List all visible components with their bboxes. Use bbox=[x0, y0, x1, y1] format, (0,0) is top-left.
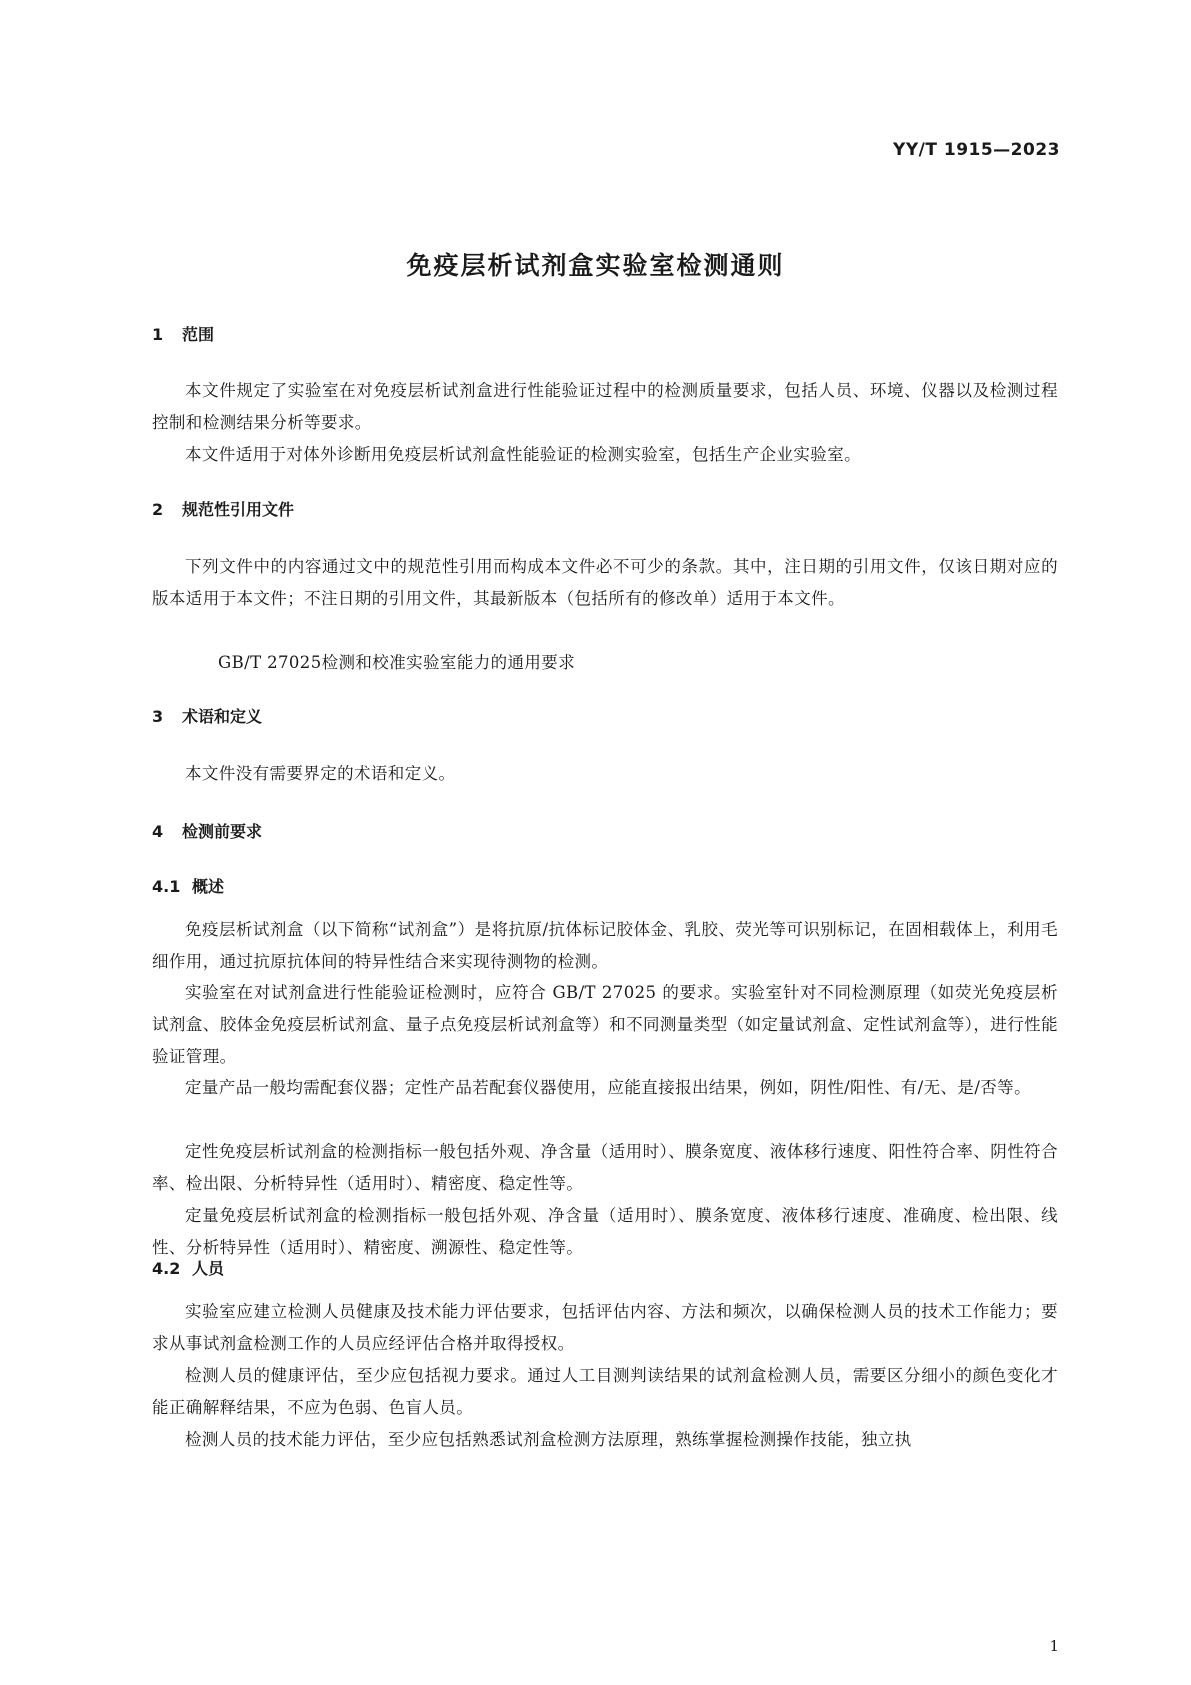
paragraph: 本文件规定了实验室在对免疫层析试剂盒进行性能验证过程中的检测质量要求，包括人员、环境、仪器以及检测过程控制和检测结果分析等要求。 bbox=[152, 381, 1058, 432]
paragraph: 检测人员的技术能力评估，至少应包括熟悉试剂盒检测方法原理，熟练掌握检测操作技能，独立执 bbox=[185, 1430, 912, 1449]
standard-code: YY/T 1915—2023 bbox=[893, 140, 1060, 160]
reference-code: GB/T 27025 bbox=[218, 653, 322, 672]
section-number: 2 bbox=[152, 500, 164, 519]
subsection-4-2-heading bbox=[152, 1256, 224, 1279]
normative-reference bbox=[152, 647, 1058, 679]
section-number: 4 bbox=[152, 822, 164, 841]
paragraph: 本文件没有需要界定的术语和定义。 bbox=[185, 764, 456, 783]
paragraph: 实验室在对试剂盒进行性能验证检测时，应符合 GB/T 27025 的要求。实验室针对不同检测原理（如荧光免疫层析试剂盒、胶体金免疫层析试剂盒、量子点免疫层析试剂盒等）和不同测量类型（如定量试剂盒、定性试剂盒等），进行性能验证管理。 bbox=[152, 983, 1058, 1066]
section-title: 检测前要求 bbox=[182, 822, 263, 841]
paragraph: 下列文件中的内容通过文中的规范性引用而构成本文件必不可少的条款。其中，注日期的引用文件，仅该日期对应的版本适用于本文件；不注日期的引用文件，其最新版本（包括所有的修改单）适用于本文件。 bbox=[152, 557, 1058, 608]
section-3-heading bbox=[152, 704, 262, 727]
section-title: 范围 bbox=[182, 325, 215, 344]
section-title: 术语和定义 bbox=[182, 707, 263, 726]
paragraph: 检测人员的健康评估，至少应包括视力要求。通过人工目测判读结果的试剂盒检测人员，需要区分细小的颜色变化才能正确解释结果，不应为色弱、色盲人员。 bbox=[152, 1366, 1058, 1417]
section-number: 3 bbox=[152, 707, 164, 726]
paragraph: 免疫层析试剂盒（以下简称“试剂盒”）是将抗原/抗体标记胶体金、乳胶、荧光等可识别标记，在固相载体上，利用毛细作用，通过抗原抗体间的特异性结合来实现待测物的检测。 bbox=[152, 920, 1058, 971]
page-number: 1 bbox=[1049, 1637, 1059, 1655]
paragraph: 定量产品一般均需配套仪器；定性产品若配套仪器使用，应能直接报出结果，例如，阴性/阳性、有/无、是/否等。 bbox=[185, 1078, 1031, 1097]
paragraph: 定量免疫层析试剂盒的检测指标一般包括外观、净含量（适用时）、膜条宽度、液体移行速度、准确度、检出限、线性、分析特异性（适用时）、精密度、溯源性、稳定性等。 bbox=[152, 1206, 1058, 1257]
section-1-heading bbox=[152, 322, 214, 345]
subsection-title: 人员 bbox=[192, 1259, 225, 1278]
subsection-number: 4.2 bbox=[152, 1259, 181, 1278]
subsection-number: 4.1 bbox=[152, 877, 181, 896]
subsection-title: 概述 bbox=[192, 877, 225, 896]
section-4-heading bbox=[152, 819, 262, 842]
section-title: 规范性引用文件 bbox=[182, 500, 295, 519]
subsection-4-1-heading bbox=[152, 874, 224, 897]
paragraph: 本文件适用于对体外诊断用免疫层析试剂盒性能验证的检测实验室，包括生产企业实验室。 bbox=[185, 445, 861, 464]
reference-title: 检测和校准实验室能力的通用要求 bbox=[321, 653, 576, 672]
paragraph: 定性免疫层析试剂盒的检测指标一般包括外观、净含量（适用时）、膜条宽度、液体移行速度、阳性符合率、阴性符合率、检出限、分析特异性（适用时）、精密度、稳定性等。 bbox=[152, 1142, 1058, 1193]
document-title: 免疫层析试剂盒实验室检测通则 bbox=[406, 251, 785, 280]
section-2-heading bbox=[152, 497, 294, 520]
section-number: 1 bbox=[152, 325, 164, 344]
paragraph: 实验室应建立检测人员健康及技术能力评估要求，包括评估内容、方法和频次，以确保检测人员的技术工作能力；要求从事试剂盒检测工作的人员应经评估合格并取得授权。 bbox=[152, 1302, 1058, 1353]
